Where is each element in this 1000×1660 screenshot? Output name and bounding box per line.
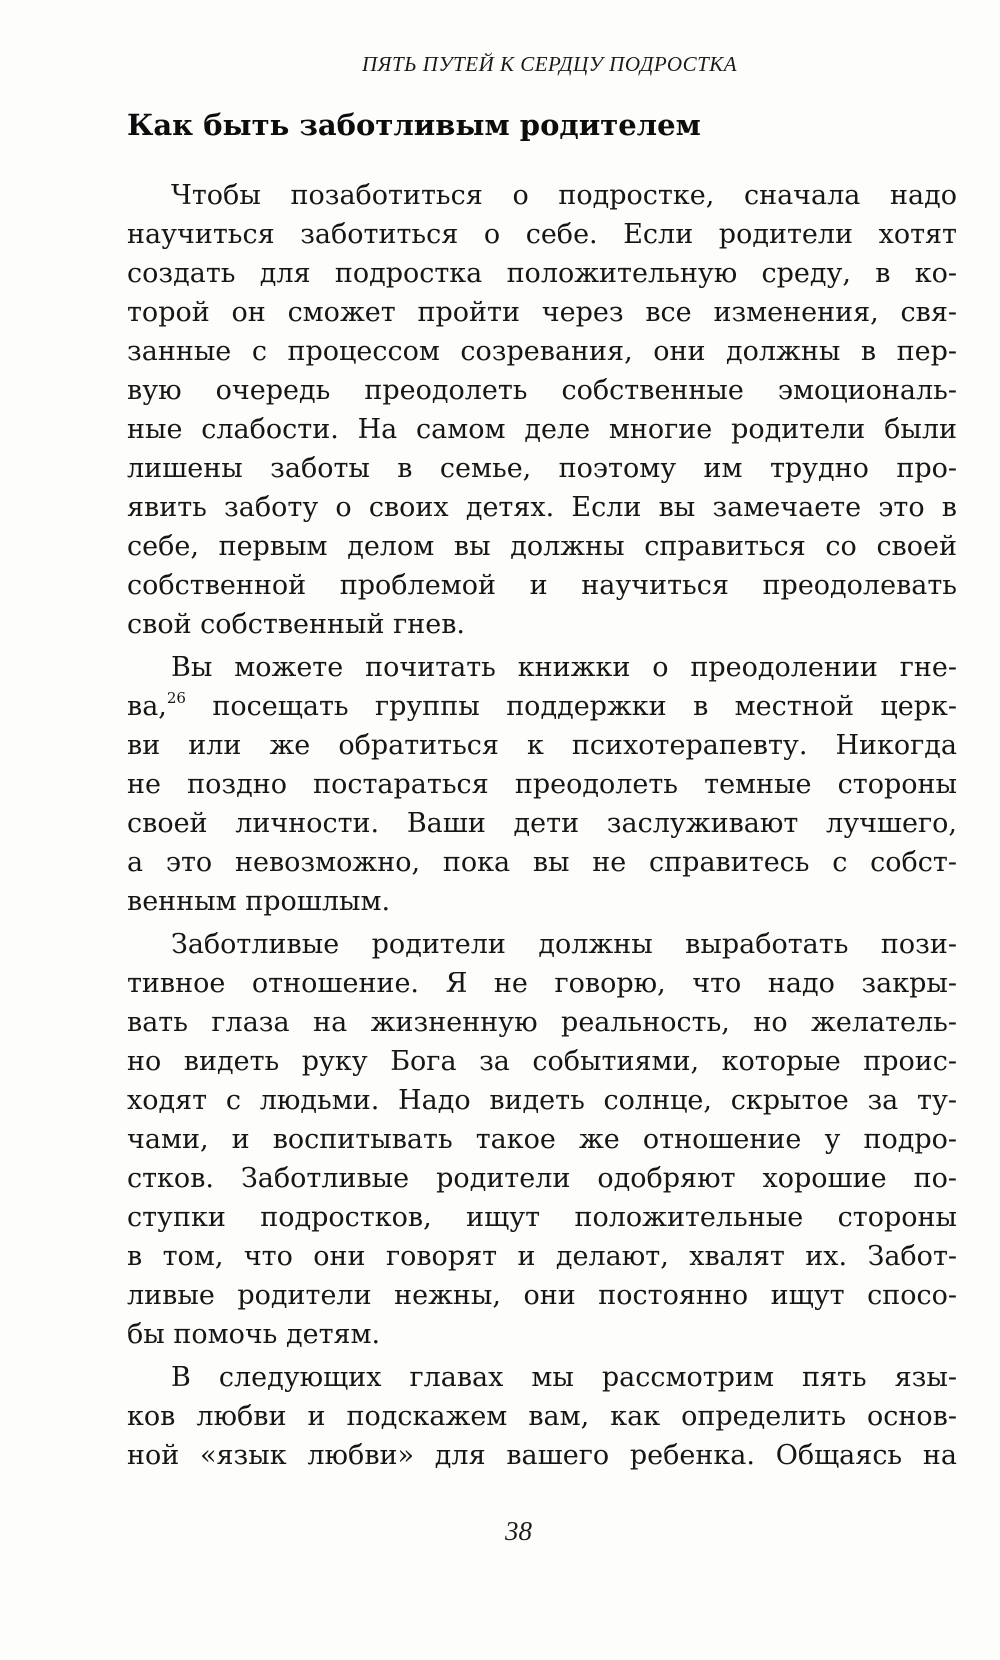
- text-fragment: посещать группы поддержки в местной церк-: [185, 691, 957, 722]
- paragraph-2: [127, 648, 957, 921]
- text-line: но видеть руку Бога за событиями, которые проис-: [127, 1046, 957, 1077]
- text-line: ходят с людьми. Надо видеть солнце, скрытое за ту-: [127, 1085, 957, 1116]
- text-line: лишены заботы в семье, поэтому им трудно про-: [127, 453, 957, 484]
- page-number: 38: [505, 1516, 532, 1546]
- text-line: торой он сможет пройти через все изменения, свя-: [127, 297, 957, 328]
- paragraph-3: [127, 925, 957, 1354]
- text-line: бы помочь детям.: [127, 1319, 381, 1350]
- text-line: вую очередь преодолеть собственные эмоциональ-: [127, 375, 957, 406]
- text-line: В следующих главах мы рассмотрим пять язы-: [171, 1362, 957, 1393]
- text-line: в том, что они говорят и делают, хвалят их. Забот-: [127, 1241, 957, 1272]
- text-line-with-footnote: [127, 687, 957, 726]
- text-line: своей личности. Ваши дети заслуживают лучшего,: [127, 808, 957, 839]
- body-text: [127, 176, 957, 1479]
- section-title: Как быть заботливым родителем: [127, 108, 701, 142]
- text-line: не поздно постараться преодолеть темные стороны: [127, 769, 957, 800]
- paragraph-1: [127, 176, 957, 644]
- text-line: ной «язык любви» для вашего ребенка. Общаясь на: [127, 1440, 957, 1471]
- text-line: Чтобы позаботиться о подростке, сначала надо: [171, 180, 957, 211]
- text-line: вать глаза на жизненную реальность, но желатель-: [127, 1007, 957, 1038]
- text-line: ви или же обратиться к психотерапевту. Никогда: [127, 730, 957, 761]
- text-line: собственной проблемой и научиться преодолевать: [127, 570, 957, 601]
- text-line: создать для подростка положительную среду, в ко-: [127, 258, 957, 289]
- text-line: Заботливые родители должны выработать пози-: [171, 929, 957, 960]
- text-line: свой собственный гнев.: [127, 609, 465, 640]
- paragraph-4: [127, 1358, 957, 1475]
- text-line: ступки подростков, ищут положительные стороны: [127, 1202, 957, 1233]
- running-head: ПЯТЬ ПУТЕЙ К СЕРДЦУ ПОДРОСТКА: [362, 52, 738, 76]
- text-fragment: ва,: [127, 691, 167, 722]
- text-line: ные слабости. На самом деле многие родители были: [127, 414, 957, 445]
- text-line: ков любви и подскажем вам, как определить основ-: [127, 1401, 957, 1432]
- text-line: занные с процессом созревания, они должны в пер-: [127, 336, 957, 367]
- text-line: ливые родители нежны, они постоянно ищут спосо-: [127, 1280, 957, 1311]
- footnote-reference: 26: [166, 689, 186, 707]
- text-line: научиться заботиться о себе. Если родители хотят: [127, 219, 957, 250]
- text-line: а это невозможно, пока вы не справитесь с собст-: [127, 847, 957, 878]
- text-line: чами, и воспитывать такое же отношение у подро-: [127, 1124, 957, 1155]
- text-line: венным прошлым.: [127, 886, 391, 917]
- text-line: себе, первым делом вы должны справиться со своей: [127, 531, 957, 562]
- text-line: стков. Заботливые родители одобряют хорошие по-: [127, 1163, 957, 1194]
- text-line: явить заботу о своих детях. Если вы замечаете это в: [127, 492, 957, 523]
- text-line: Вы можете почитать книжки о преодолении гне-: [171, 652, 957, 683]
- text-line: тивное отношение. Я не говорю, что надо закры-: [127, 968, 957, 999]
